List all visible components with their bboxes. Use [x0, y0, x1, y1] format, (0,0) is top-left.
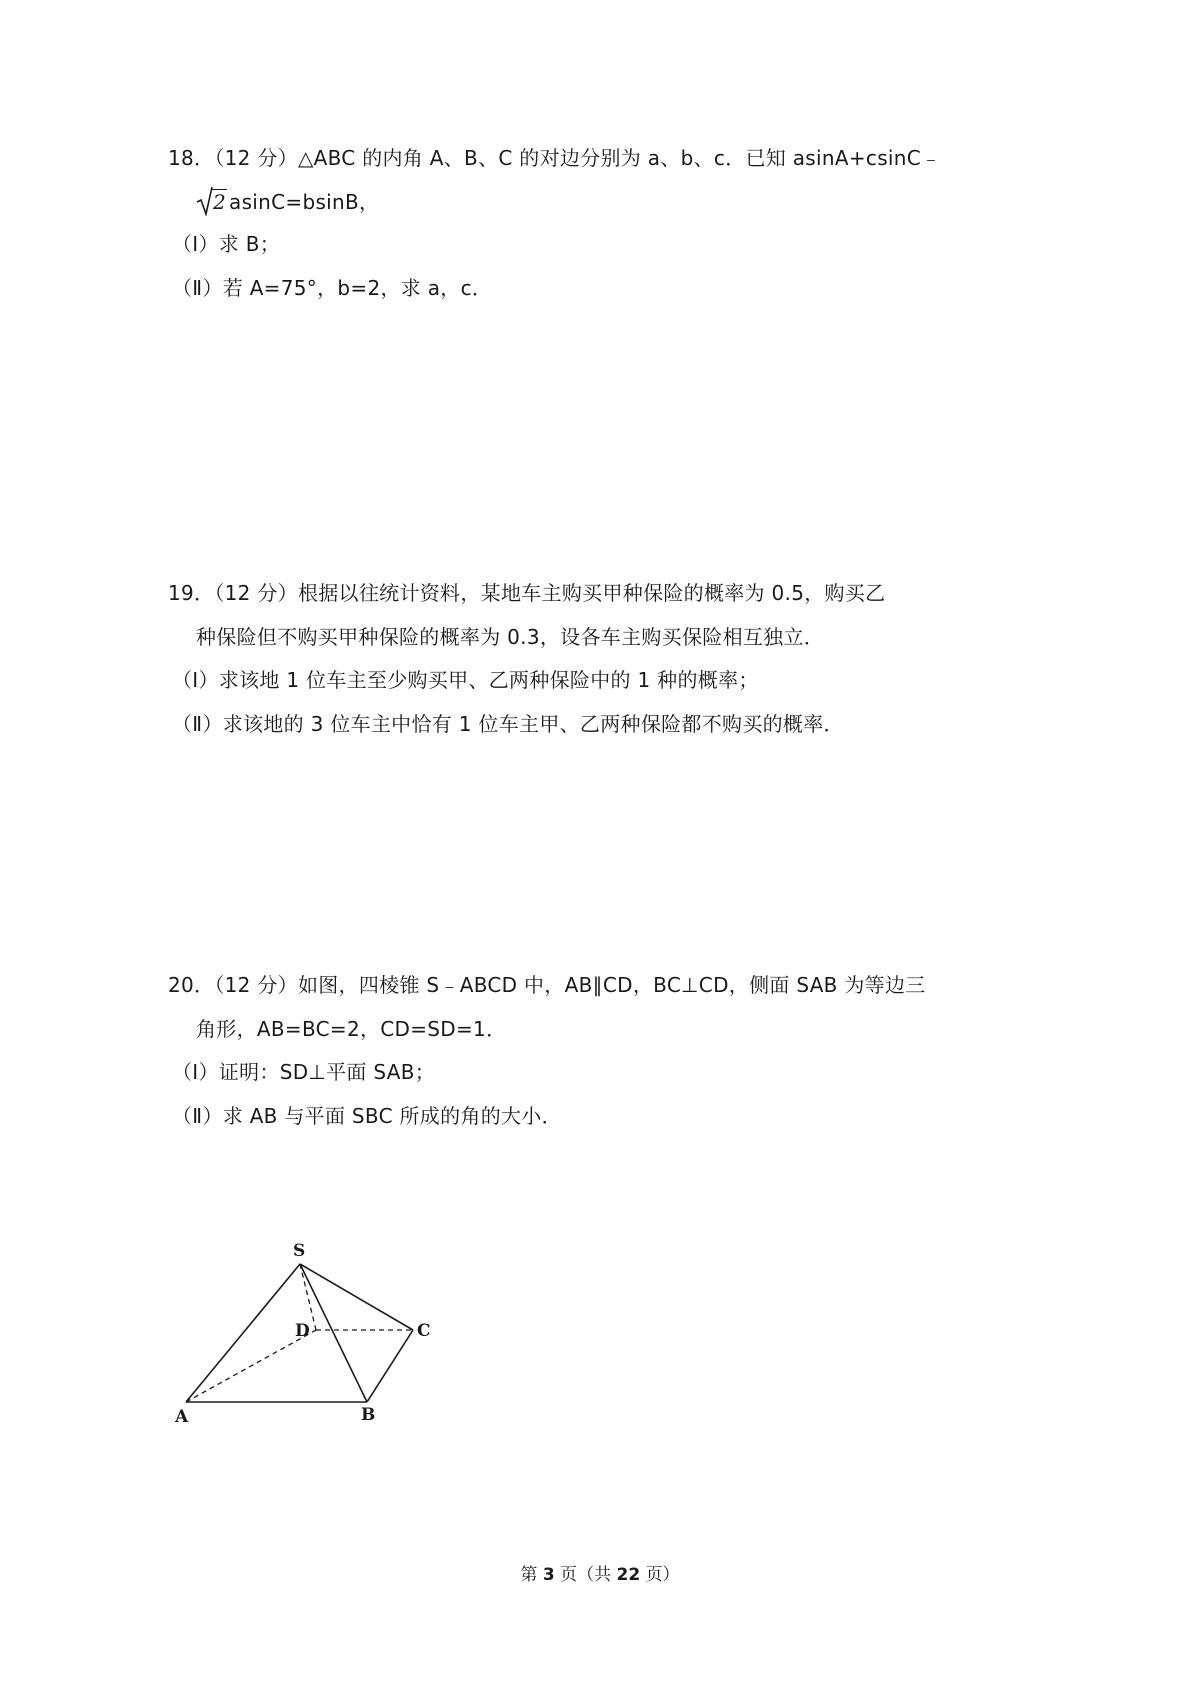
- page-footer: [0, 1560, 1200, 1585]
- vertex-label-A: A: [175, 1407, 189, 1425]
- sqrt-radicand: 2: [213, 190, 227, 214]
- q19-part-1: （Ⅰ）求该地 1 位车主至少购买甲、乙两种保险中的 1 种的概率；: [172, 668, 759, 692]
- radical-sign-icon: [196, 184, 214, 216]
- q20-line-2: 角形，AB=BC=2，CD=SD=1．: [196, 1017, 507, 1041]
- edge-BC: [367, 1330, 413, 1402]
- q19-part-2: （Ⅱ）求该地的 3 位车主中恰有 1 位车主甲、乙两种保险都不购买的概率．: [172, 712, 844, 736]
- q18-line-2: [196, 188, 379, 216]
- q18-line-1: 18．（12 分）△ABC 的内角 A、B、C 的对边分别为 a、b、c．已知 asinA+csinC﹣: [168, 146, 942, 170]
- pyramid-figure: [175, 1240, 475, 1425]
- sqrt-symbol: [196, 188, 227, 216]
- edge-SC: [300, 1264, 413, 1330]
- q19-line-2: 种保险但不购买甲种保险的概率为 0.3，设各车主购买保险相互独立．: [196, 625, 825, 649]
- footer-page-number: 3: [542, 1565, 555, 1585]
- footer-total-pages: 22: [616, 1565, 641, 1585]
- q18-line-2-text: asinC=bsinB，: [229, 190, 380, 214]
- pyramid-diagram: [175, 1240, 475, 1425]
- footer-prefix: 第: [520, 1565, 538, 1585]
- footer-middle: 页（共: [560, 1565, 612, 1585]
- q20-part-1: （Ⅰ）证明：SD⊥平面 SAB；: [172, 1060, 436, 1084]
- vertex-label-B: B: [361, 1405, 376, 1425]
- q20-line-1: 20．（12 分）如图，四棱锥 S﹣ABCD 中，AB∥CD，BC⊥CD，侧面 SAB 为等边三: [168, 973, 926, 997]
- edge-SB: [300, 1264, 367, 1402]
- vertex-label-S: S: [293, 1241, 306, 1261]
- q18-part-1: （Ⅰ）求 B；: [172, 232, 281, 256]
- q20-part-2: （Ⅱ）求 AB 与平面 SBC 所成的角的大小．: [172, 1104, 562, 1128]
- q18-part-2: （Ⅱ）若 A=75°，b=2，求 a，c．: [172, 276, 493, 300]
- q19-line-1: 19．（12 分）根据以往统计资料，某地车主购买甲种保险的概率为 0.5，购买乙: [168, 581, 886, 605]
- edge-SA: [186, 1264, 300, 1402]
- vertex-label-C: C: [417, 1321, 431, 1341]
- footer-suffix: 页）: [645, 1565, 680, 1585]
- vertex-label-D: D: [295, 1321, 310, 1341]
